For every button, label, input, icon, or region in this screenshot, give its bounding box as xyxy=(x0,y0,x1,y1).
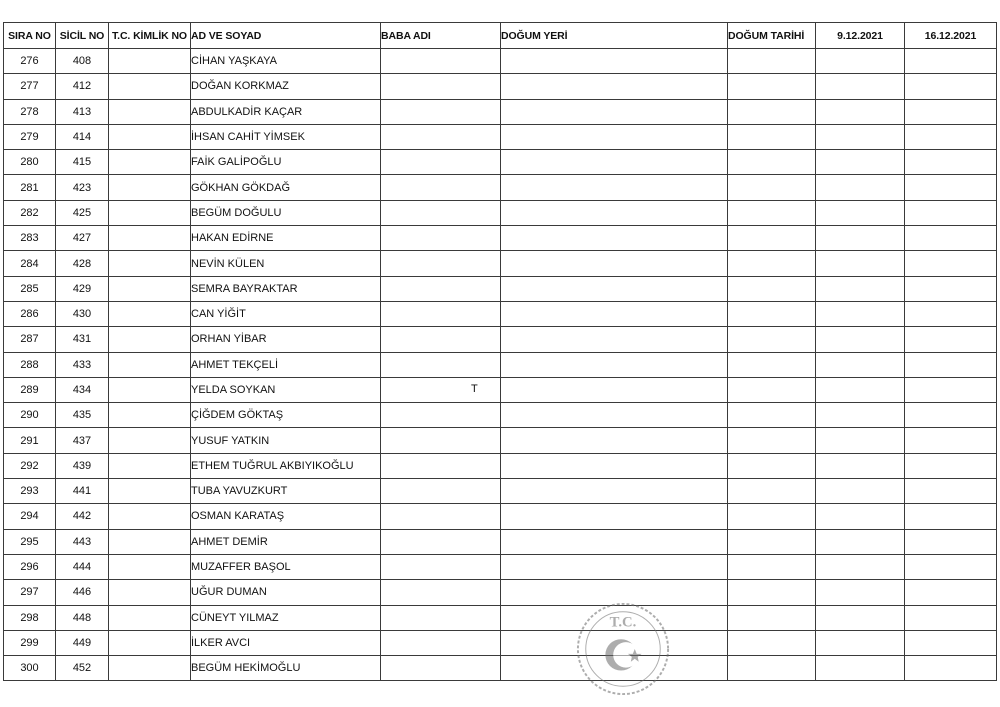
ad-soyad-cell: YELDA SOYKAN xyxy=(191,377,381,402)
sira-no-cell: 276 xyxy=(4,49,56,74)
ad-soyad-cell: YUSUF YATKIN xyxy=(191,428,381,453)
dogum-tarihi-cell xyxy=(728,428,816,453)
dogum-yeri-cell xyxy=(501,327,728,352)
date-2-cell xyxy=(905,327,997,352)
sira-no-cell: 290 xyxy=(4,403,56,428)
baba-adi-cell xyxy=(381,49,501,74)
tc-kimlik-cell xyxy=(109,200,191,225)
sira-no-cell: 295 xyxy=(4,529,56,554)
table-row xyxy=(4,301,997,326)
baba-adi-cell xyxy=(381,150,501,175)
baba-adi-cell xyxy=(381,504,501,529)
sira-no-cell: 289 xyxy=(4,377,56,402)
table-row xyxy=(4,150,997,175)
column-header: 9.12.2021 xyxy=(816,23,905,49)
ad-soyad-cell: TUBA YAVUZKURT xyxy=(191,479,381,504)
table-row xyxy=(4,200,997,225)
table-row xyxy=(4,226,997,251)
table-row xyxy=(4,605,997,630)
sira-no-cell: 280 xyxy=(4,150,56,175)
dogum-yeri-cell xyxy=(501,226,728,251)
sira-no-cell: 283 xyxy=(4,226,56,251)
sira-no-cell: 279 xyxy=(4,124,56,149)
table-row xyxy=(4,529,997,554)
dogum-tarihi-cell xyxy=(728,301,816,326)
sira-no-cell: 286 xyxy=(4,301,56,326)
dogum-tarihi-cell xyxy=(728,74,816,99)
dogum-tarihi-cell xyxy=(728,656,816,681)
date-1-cell xyxy=(816,529,905,554)
sicil-no-cell: 415 xyxy=(56,150,109,175)
tc-kimlik-cell xyxy=(109,479,191,504)
date-1-cell xyxy=(816,377,905,402)
ad-soyad-cell: CÜNEYT YILMAZ xyxy=(191,605,381,630)
tc-kimlik-cell xyxy=(109,504,191,529)
sicil-no-cell: 414 xyxy=(56,124,109,149)
baba-adi-cell xyxy=(381,529,501,554)
sira-no-cell: 287 xyxy=(4,327,56,352)
dogum-yeri-cell xyxy=(501,479,728,504)
tc-kimlik-cell xyxy=(109,150,191,175)
dogum-tarihi-cell xyxy=(728,479,816,504)
date-1-cell xyxy=(816,580,905,605)
baba-adi-cell xyxy=(381,605,501,630)
tc-kimlik-cell xyxy=(109,605,191,630)
sira-no-cell: 281 xyxy=(4,175,56,200)
ad-soyad-cell: GÖKHAN GÖKDAĞ xyxy=(191,175,381,200)
dogum-yeri-cell xyxy=(501,554,728,579)
tc-kimlik-cell xyxy=(109,453,191,478)
sira-no-cell: 284 xyxy=(4,251,56,276)
ad-soyad-cell: ORHAN YİBAR xyxy=(191,327,381,352)
header-row xyxy=(4,23,997,49)
sicil-no-cell: 430 xyxy=(56,301,109,326)
sira-no-cell: 278 xyxy=(4,99,56,124)
sira-no-cell: 300 xyxy=(4,656,56,681)
ad-soyad-cell: HAKAN EDİRNE xyxy=(191,226,381,251)
tc-kimlik-cell xyxy=(109,226,191,251)
sira-no-cell: 288 xyxy=(4,352,56,377)
tc-kimlik-cell xyxy=(109,428,191,453)
tc-kimlik-cell xyxy=(109,630,191,655)
sicil-no-cell: 446 xyxy=(56,580,109,605)
table-row xyxy=(4,656,997,681)
column-header: DOĞUM YERİ xyxy=(501,23,728,49)
tc-kimlik-cell xyxy=(109,554,191,579)
baba-adi-cell xyxy=(381,124,501,149)
dogum-yeri-cell xyxy=(501,403,728,428)
baba-adi-cell xyxy=(381,428,501,453)
blank-line xyxy=(799,680,815,681)
dogum-yeri-cell xyxy=(501,74,728,99)
date-2-cell xyxy=(905,301,997,326)
date-1-cell xyxy=(816,251,905,276)
date-1-cell xyxy=(816,226,905,251)
ad-soyad-cell: ÇİĞDEM GÖKTAŞ xyxy=(191,403,381,428)
dogum-tarihi-cell xyxy=(728,49,816,74)
date-2-cell xyxy=(905,251,997,276)
tc-kimlik-cell xyxy=(109,276,191,301)
sira-no-cell: 298 xyxy=(4,605,56,630)
baba-adi-cell xyxy=(381,200,501,225)
date-1-cell xyxy=(816,327,905,352)
column-header: BABA ADI xyxy=(381,23,501,49)
ad-soyad-cell: İLKER AVCI xyxy=(191,630,381,655)
sicil-no-cell: 431 xyxy=(56,327,109,352)
dogum-yeri-cell xyxy=(501,124,728,149)
sicil-no-cell: 433 xyxy=(56,352,109,377)
date-1-cell xyxy=(816,453,905,478)
table-row xyxy=(4,251,997,276)
blank-line xyxy=(471,680,501,681)
sicil-no-cell: 442 xyxy=(56,504,109,529)
dogum-yeri-cell xyxy=(501,428,728,453)
dogum-tarihi-cell xyxy=(728,580,816,605)
dogum-tarihi-cell xyxy=(728,504,816,529)
date-2-cell xyxy=(905,403,997,428)
dogum-tarihi-cell xyxy=(728,403,816,428)
ad-soyad-cell: BEGÜM HEKİMOĞLU xyxy=(191,656,381,681)
date-2-cell xyxy=(905,74,997,99)
date-1-cell xyxy=(816,301,905,326)
tc-kimlik-cell xyxy=(109,49,191,74)
roster-table xyxy=(3,22,997,681)
tc-kimlik-cell xyxy=(109,175,191,200)
date-2-cell xyxy=(905,276,997,301)
baba-adi-cell xyxy=(381,99,501,124)
dogum-tarihi-cell xyxy=(728,605,816,630)
tc-kimlik-cell xyxy=(109,529,191,554)
ad-soyad-cell: CİHAN YAŞKAYA xyxy=(191,49,381,74)
tc-kimlik-cell xyxy=(109,99,191,124)
table-row xyxy=(4,630,997,655)
column-header: SİCİL NO xyxy=(56,23,109,49)
dogum-tarihi-cell xyxy=(728,453,816,478)
table-row xyxy=(4,428,997,453)
sicil-no-cell: 425 xyxy=(56,200,109,225)
sira-no-cell: 292 xyxy=(4,453,56,478)
date-1-cell xyxy=(816,630,905,655)
baba-adi-cell xyxy=(381,327,501,352)
baba-adi-cell xyxy=(381,554,501,579)
column-header: DOĞUM TARİHİ xyxy=(728,23,816,49)
baba-adi-cell xyxy=(381,377,501,402)
sicil-no-cell: 429 xyxy=(56,276,109,301)
ad-soyad-cell: BEGÜM DOĞULU xyxy=(191,200,381,225)
date-1-cell xyxy=(816,175,905,200)
sira-no-cell: 293 xyxy=(4,479,56,504)
dogum-tarihi-cell xyxy=(728,150,816,175)
roster-sheet xyxy=(3,22,997,681)
date-2-cell xyxy=(905,504,997,529)
table-row xyxy=(4,352,997,377)
tc-kimlik-cell xyxy=(109,352,191,377)
tc-kimlik-cell xyxy=(109,301,191,326)
table-row xyxy=(4,580,997,605)
sicil-no-cell: 428 xyxy=(56,251,109,276)
date-1-cell xyxy=(816,124,905,149)
baba-adi-cell xyxy=(381,580,501,605)
dogum-yeri-cell xyxy=(501,377,728,402)
dogum-yeri-cell xyxy=(501,99,728,124)
dogum-tarihi-cell xyxy=(728,377,816,402)
ad-soyad-cell: NEVİN KÜLEN xyxy=(191,251,381,276)
sicil-no-cell: 408 xyxy=(56,49,109,74)
sicil-no-cell: 448 xyxy=(56,605,109,630)
sicil-no-cell: 452 xyxy=(56,656,109,681)
date-2-cell xyxy=(905,226,997,251)
roster-body xyxy=(4,49,997,681)
sicil-no-cell: 412 xyxy=(56,74,109,99)
dogum-tarihi-cell xyxy=(728,554,816,579)
column-header: SIRA NO xyxy=(4,23,56,49)
date-1-cell xyxy=(816,200,905,225)
column-header: 16.12.2021 xyxy=(905,23,997,49)
ad-soyad-cell: FAİK GALİPOĞLU xyxy=(191,150,381,175)
date-1-cell xyxy=(816,49,905,74)
official-stamp xyxy=(574,600,672,698)
dogum-tarihi-cell xyxy=(728,529,816,554)
date-1-cell xyxy=(816,428,905,453)
table-row xyxy=(4,99,997,124)
sicil-no-cell: 444 xyxy=(56,554,109,579)
date-2-cell xyxy=(905,150,997,175)
table-row xyxy=(4,175,997,200)
sicil-no-cell: 439 xyxy=(56,453,109,478)
baba-adi-cell xyxy=(381,453,501,478)
baba-adi-cell xyxy=(381,656,501,681)
ad-soyad-cell: CAN YİĞİT xyxy=(191,301,381,326)
date-2-cell xyxy=(905,630,997,655)
date-1-cell xyxy=(816,74,905,99)
tc-kimlik-cell xyxy=(109,403,191,428)
tc-kimlik-cell xyxy=(109,327,191,352)
dogum-tarihi-cell xyxy=(728,226,816,251)
dogum-tarihi-cell xyxy=(728,99,816,124)
dogum-tarihi-cell xyxy=(728,276,816,301)
table-row xyxy=(4,74,997,99)
date-2-cell xyxy=(905,529,997,554)
dogum-yeri-cell xyxy=(501,276,728,301)
dogum-yeri-cell xyxy=(501,175,728,200)
ad-soyad-cell: DOĞAN KORKMAZ xyxy=(191,74,381,99)
date-1-cell xyxy=(816,352,905,377)
baba-adi-cell xyxy=(381,251,501,276)
table-row xyxy=(4,49,997,74)
tc-kimlik-cell xyxy=(109,124,191,149)
column-header: T.C. KİMLİK NO xyxy=(109,23,191,49)
date-2-cell xyxy=(905,656,997,681)
table-row xyxy=(4,124,997,149)
baba-adi-cell xyxy=(381,276,501,301)
tc-kimlik-cell xyxy=(109,251,191,276)
date-2-cell xyxy=(905,175,997,200)
sicil-no-cell: 437 xyxy=(56,428,109,453)
table-row xyxy=(4,377,997,402)
baba-adi-mark: T xyxy=(471,382,478,395)
date-2-cell xyxy=(905,580,997,605)
stamp-text: T.C. xyxy=(609,614,637,631)
date-2-cell xyxy=(905,377,997,402)
baba-adi-cell xyxy=(381,479,501,504)
date-1-cell xyxy=(816,150,905,175)
table-row xyxy=(4,453,997,478)
sira-no-cell: 296 xyxy=(4,554,56,579)
dogum-yeri-cell xyxy=(501,49,728,74)
date-2-cell xyxy=(905,200,997,225)
baba-adi-cell xyxy=(381,403,501,428)
sicil-no-cell: 443 xyxy=(56,529,109,554)
sira-no-cell: 297 xyxy=(4,580,56,605)
baba-adi-cell xyxy=(381,175,501,200)
table-row xyxy=(4,479,997,504)
sira-no-cell: 294 xyxy=(4,504,56,529)
table-row xyxy=(4,403,997,428)
date-2-cell xyxy=(905,124,997,149)
dogum-yeri-cell xyxy=(501,301,728,326)
column-header: AD VE SOYAD xyxy=(191,23,381,49)
ad-soyad-cell: ETHEM TUĞRUL AKBIYIKOĞLU xyxy=(191,453,381,478)
dogum-yeri-cell xyxy=(501,453,728,478)
sira-no-cell: 291 xyxy=(4,428,56,453)
dogum-yeri-cell xyxy=(501,150,728,175)
date-2-cell xyxy=(905,49,997,74)
sira-no-cell: 285 xyxy=(4,276,56,301)
baba-adi-cell xyxy=(381,74,501,99)
table-row xyxy=(4,554,997,579)
dogum-tarihi-cell xyxy=(728,327,816,352)
dogum-tarihi-cell xyxy=(728,175,816,200)
date-1-cell xyxy=(816,605,905,630)
dogum-tarihi-cell xyxy=(728,124,816,149)
baba-adi-cell xyxy=(381,226,501,251)
date-2-cell xyxy=(905,352,997,377)
date-1-cell xyxy=(816,656,905,681)
ad-soyad-cell: İHSAN CAHİT YİMSEK xyxy=(191,124,381,149)
baba-adi-cell xyxy=(381,630,501,655)
dogum-yeri-cell xyxy=(501,352,728,377)
date-1-cell xyxy=(816,479,905,504)
date-1-cell xyxy=(816,99,905,124)
dogum-yeri-cell xyxy=(501,529,728,554)
dogum-yeri-cell xyxy=(501,504,728,529)
date-1-cell xyxy=(816,403,905,428)
date-1-cell xyxy=(816,276,905,301)
sicil-no-cell: 427 xyxy=(56,226,109,251)
sicil-no-cell: 423 xyxy=(56,175,109,200)
table-row xyxy=(4,504,997,529)
date-1-cell xyxy=(816,554,905,579)
date-2-cell xyxy=(905,479,997,504)
tc-kimlik-cell xyxy=(109,580,191,605)
date-2-cell xyxy=(905,605,997,630)
sicil-no-cell: 435 xyxy=(56,403,109,428)
sira-no-cell: 299 xyxy=(4,630,56,655)
date-2-cell xyxy=(905,554,997,579)
baba-adi-cell xyxy=(381,352,501,377)
dogum-tarihi-cell xyxy=(728,200,816,225)
sicil-no-cell: 434 xyxy=(56,377,109,402)
dogum-tarihi-cell xyxy=(728,251,816,276)
dogum-yeri-cell xyxy=(501,200,728,225)
ad-soyad-cell: ABDULKADİR KAÇAR xyxy=(191,99,381,124)
date-2-cell xyxy=(905,453,997,478)
tc-kimlik-cell xyxy=(109,74,191,99)
date-2-cell xyxy=(905,99,997,124)
ad-soyad-cell: SEMRA BAYRAKTAR xyxy=(191,276,381,301)
sicil-no-cell: 449 xyxy=(56,630,109,655)
ad-soyad-cell: AHMET TEKÇELİ xyxy=(191,352,381,377)
tc-kimlik-cell xyxy=(109,377,191,402)
baba-adi-cell xyxy=(381,301,501,326)
sira-no-cell: 277 xyxy=(4,74,56,99)
dogum-yeri-cell xyxy=(501,251,728,276)
table-row xyxy=(4,276,997,301)
sira-no-cell: 282 xyxy=(4,200,56,225)
ad-soyad-cell: UĞUR DUMAN xyxy=(191,580,381,605)
ad-soyad-cell: MUZAFFER BAŞOL xyxy=(191,554,381,579)
tc-kimlik-cell xyxy=(109,656,191,681)
dogum-tarihi-cell xyxy=(728,630,816,655)
crescent-star-seal-icon xyxy=(605,639,641,670)
ad-soyad-cell: AHMET DEMİR xyxy=(191,529,381,554)
date-2-cell xyxy=(905,428,997,453)
sicil-no-cell: 441 xyxy=(56,479,109,504)
table-row xyxy=(4,327,997,352)
sicil-no-cell: 413 xyxy=(56,99,109,124)
ad-soyad-cell: OSMAN KARATAŞ xyxy=(191,504,381,529)
dogum-tarihi-cell xyxy=(728,352,816,377)
date-1-cell xyxy=(816,504,905,529)
